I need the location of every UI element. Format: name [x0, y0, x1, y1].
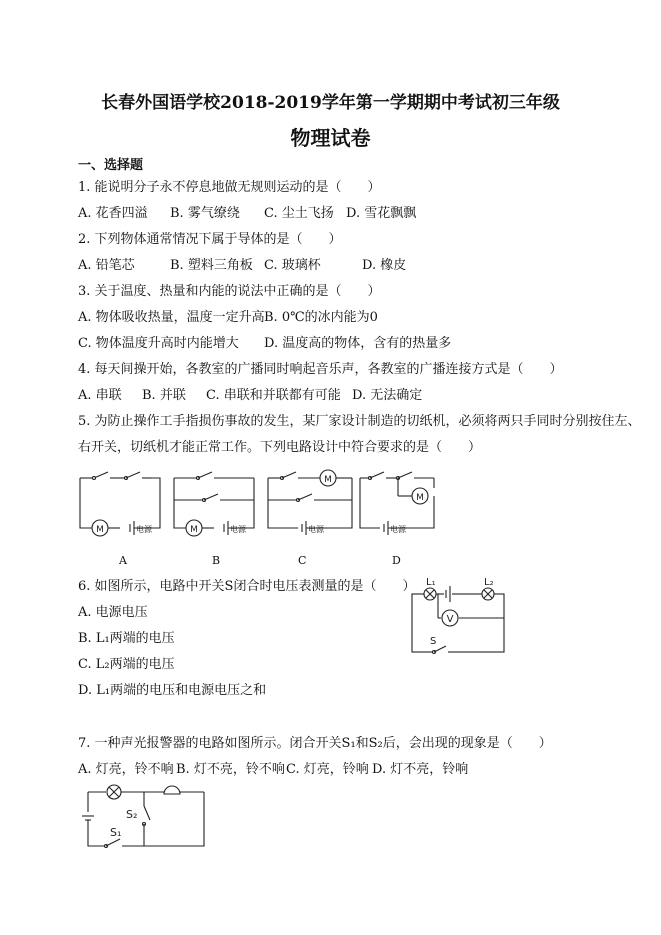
question-5-stem-line-2: 右开关，切纸机才能正常工作。下列电路设计中符合要求的是（ ）: [78, 440, 482, 455]
question-4-option-a: A. 串联: [78, 388, 122, 403]
q6-voltmeter-label: V: [446, 614, 454, 625]
circuit-c-motor-label: M: [324, 475, 332, 485]
question-6-stem: 6. 如图所示，电路中开关S闭合时电压表测量的是（ ）: [78, 579, 416, 594]
figure-label-a: A: [119, 554, 127, 567]
question-1-option-d: D. 雪花飘飘: [346, 206, 417, 221]
section-heading: 一、选择题: [78, 158, 144, 173]
question-7-option-a: A. 灯亮，铃不响: [78, 762, 174, 777]
question-3-stem: 3. 关于温度、热量和内能的说法中正确的是（ ）: [78, 284, 381, 299]
question-7-option-d: D. 灯不亮，铃响: [372, 762, 469, 777]
circuit-diagram-q7: [84, 784, 208, 852]
question-1-option-a: A. 花香四溢: [78, 206, 148, 221]
question-3-option-c: C. 物体温度升高时内能增大: [78, 336, 239, 351]
question-4-option-b: B. 并联: [142, 388, 186, 403]
circuit-d-source-label: 电源: [390, 525, 406, 534]
question-1-stem: 1. 能说明分子永不停息地做无规则运动的是（ ）: [78, 180, 381, 195]
circuit-a-source-label: 电源: [136, 525, 152, 534]
figure-label-b: B: [212, 554, 221, 567]
question-2-option-a: A. 铅笔芯: [78, 258, 135, 273]
question-4-stem: 4. 每天间操开始，各教室的广播同时响起音乐声，各教室的广播连接方式是（ ）: [78, 362, 563, 377]
circuit-diagram-a: [80, 466, 164, 544]
question-6-option-d: D. L₁两端的电压和电源电压之和: [78, 683, 267, 698]
q6-l1-label: L₁: [426, 577, 436, 588]
question-5-stem-line-1: 5. 为防止操作工手指损伤事故的发生，某厂家设计制造的切纸机，必须将两只手同时分别按住左、: [78, 414, 641, 429]
circuit-d-motor-label: M: [416, 493, 424, 503]
question-2-stem: 2. 下列物体通常情况下属于导体的是（ ）: [78, 232, 342, 247]
question-2-option-d: D. 橡皮: [362, 258, 407, 273]
circuit-b-motor-label: M: [190, 525, 198, 535]
circuit-diagram-c: [268, 464, 352, 544]
circuit-diagram-b: [174, 466, 258, 544]
question-1-option-b: B. 雾气缭绕: [170, 206, 240, 221]
question-7-option-b: B. 灯不亮，铃不响: [176, 762, 285, 777]
question-2-option-b: B. 塑料三角板: [170, 258, 253, 273]
question-4-option-d: D. 无法确定: [352, 388, 423, 403]
exam-subtitle: 物理试卷: [290, 126, 371, 150]
question-6-option-a: A. 电源电压: [78, 605, 148, 620]
q6-switch-label: S: [430, 636, 437, 647]
question-3-option-b: B. 0℃的冰内能为0: [264, 310, 378, 325]
circuit-c-source-label: 电源: [308, 525, 324, 534]
question-6-option-c: C. L₂两端的电压: [78, 657, 175, 672]
circuit-diagram-d: [360, 466, 436, 544]
circuit-diagram-q6: [408, 578, 508, 658]
question-7-stem: 7. 一种声光报警器的电路如图所示。闭合开关S₁和S₂后，会出现的现象是（ ）: [78, 736, 552, 751]
circuit-b-source-label: 电源: [230, 525, 246, 534]
circuit-a-motor-label: M: [96, 525, 104, 535]
q6-l2-label: L₂: [484, 577, 494, 588]
question-3-option-d: D. 温度高的物体，含有的热量多: [264, 336, 452, 351]
exam-title: 长春外国语学校2018-2019学年第一学期期中考试初三年级: [101, 93, 560, 113]
question-4-option-c: C. 串联和并联都有可能: [206, 388, 341, 403]
question-3-option-a: A. 物体吸收热量，温度一定升高: [78, 310, 265, 325]
question-6-option-b: B. L₁两端的电压: [78, 631, 175, 646]
question-7-option-c: C. 灯亮，铃响: [286, 762, 369, 777]
q7-s2-label: S₂: [126, 808, 138, 821]
figure-label-d: D: [392, 554, 401, 567]
question-1-option-c: C. 尘土飞扬: [264, 206, 334, 221]
figure-label-c: C: [298, 554, 307, 567]
question-2-option-c: C. 玻璃杯: [264, 258, 321, 273]
q7-s1-label: S₁: [110, 826, 122, 839]
